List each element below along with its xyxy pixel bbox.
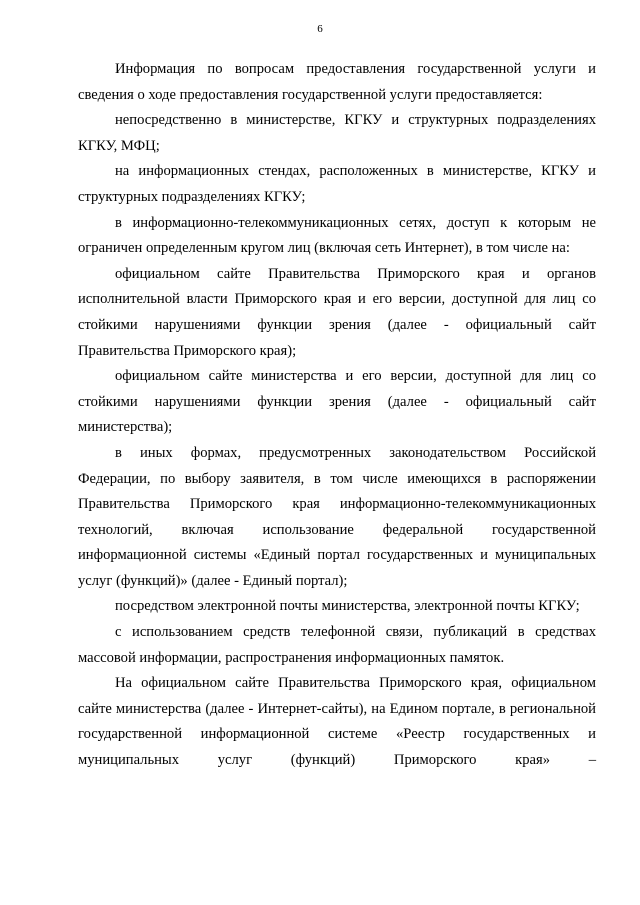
paragraph-telecom-networks: в информационно-телекоммуникационных сетях, доступ к которым не ограничен определенным кругом лиц (включая сеть Интернет), в том числе на: — [78, 214, 596, 257]
paragraph-email: посредством электронной почты министерства, электронной почты КГКУ; — [115, 598, 580, 615]
paragraph-info-intro: Информация по вопросам предоставления государственной услуги и сведения о ходе предоставления государственной услуги предоставляется: — [78, 61, 596, 103]
paragraph-other-forms: в иных формах, предусмотренных законодательством Российской Федерации, по выбору заявителя, в том числе имеющихся в распоряжении Правительства Приморского края информационно-телекоммуникационных технологий, включая использование федеральной государственной информационной системы «Единый портал государственных и муниципальных услуг (функций)» (далее - Единый портал); — [78, 444, 596, 589]
paragraph-government-site: официальном сайте Правительства Приморского края и органов исполнительной власти Приморского края и его версии, доступной для лиц со стойкими нарушениями функции зрения (далее - официальный сайт Правительства Приморского края); — [78, 265, 596, 359]
paragraph-phone-media: с использованием средств телефонной связи, публикаций в средствах массовой информации, распространения информационных памяток. — [78, 624, 596, 666]
paragraph-internet-sites: На официальном сайте Правительства Приморского края, официальном сайте министерства (далее - Интернет-сайты), на Едином портале, в региональной государственной информационной системе «Реестр государственных и муниципальных услуг (функций) Приморского края» – — [78, 675, 596, 769]
paragraph-directly: непосредственно в министерстве, КГКУ и структурных подразделениях КГКУ, МФЦ; — [78, 112, 596, 154]
page-number: 6 — [317, 23, 323, 35]
document-body — [78, 57, 596, 774]
paragraph-info-stands: на информационных стендах, расположенных в министерстве, КГКУ и структурных подразделениях КГКУ; — [78, 163, 596, 205]
paragraph-ministry-site: официальном сайте министерства и его версии, доступной для лиц со стойкими нарушениями функции зрения (далее - официальный сайт министерства); — [78, 368, 596, 436]
